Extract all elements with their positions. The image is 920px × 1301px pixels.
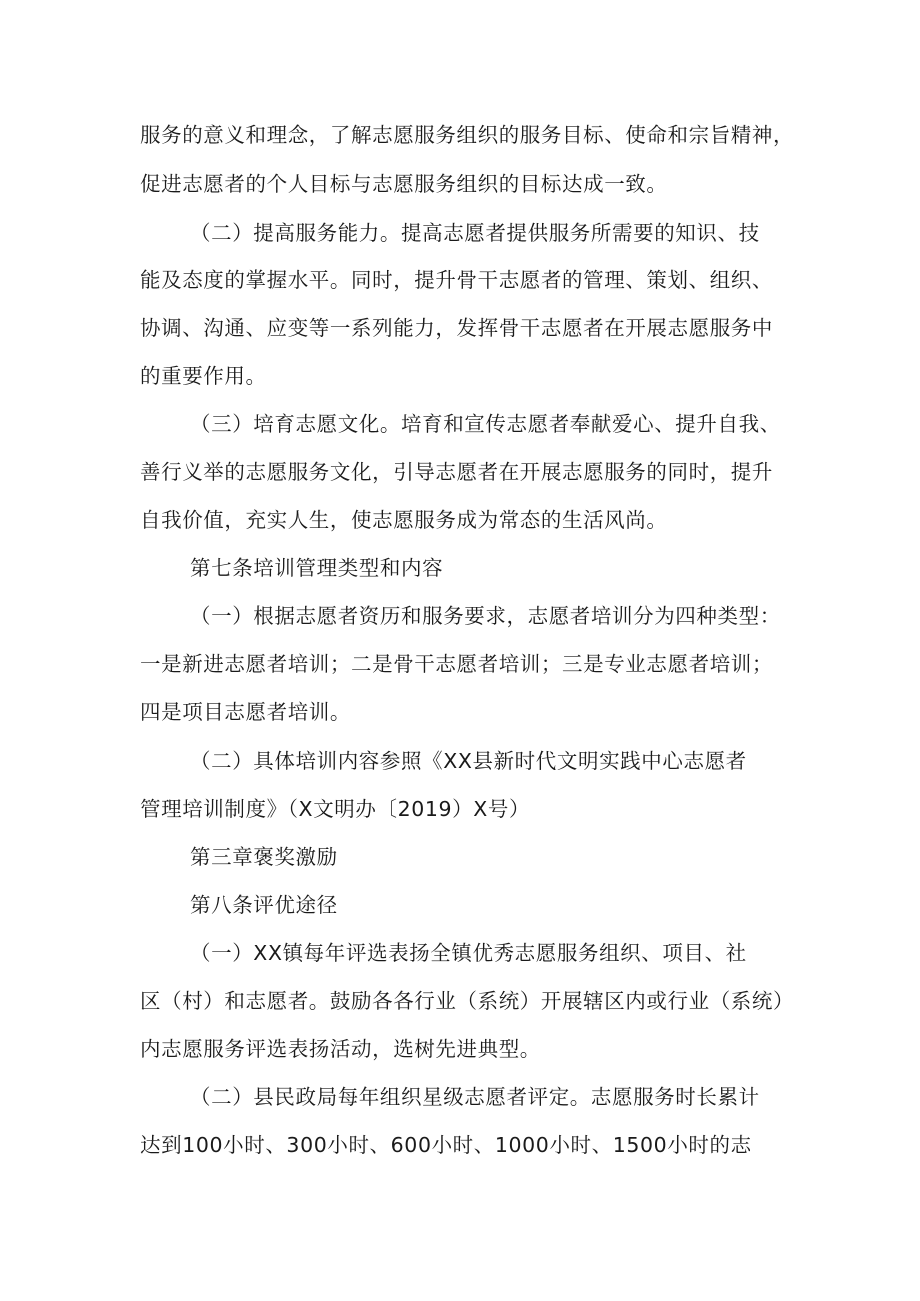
- text-line: 达到100小时、300小时、600小时、1000小时、1500小时的志: [140, 1133, 752, 1157]
- text-line: 自我价值，充实人生，使志愿服务成为常态的生活风尚。: [140, 508, 668, 532]
- paragraph-heading-3: （三）培育志愿文化。培育和宣传志愿者奉献爱心、提升自我、: [190, 412, 781, 436]
- text-line: （一）XX镇每年评选表扬全镇优秀志愿服务组织、项目、社: [190, 941, 747, 965]
- text-line: （一）根据志愿者资历和服务要求，志愿者培训分为四种类型：: [190, 604, 781, 628]
- text-line: 一是新进志愿者培训；二是骨干志愿者培训；三是专业志愿者培训；: [140, 652, 773, 676]
- text-line: 区（村）和志愿者。鼓励各各行业（系统）开展辖区内或行业（系统）: [140, 989, 795, 1013]
- text-line: 内志愿服务评选表扬活动，选树先进典型。: [140, 1037, 541, 1061]
- text-line: 能及态度的掌握水平。同时，提升骨干志愿者的管理、策划、组织、: [140, 268, 773, 292]
- text-line: 服务的意义和理念，了解志愿服务组织的服务目标、使命和宗旨精神，: [140, 123, 795, 147]
- text-line: 的重要作用。: [140, 364, 267, 388]
- text-line: 善行义举的志愿服务文化，引导志愿者在开展志愿服务的同时，提升: [140, 460, 773, 484]
- chapter-3-heading: 第三章褒奖激励: [190, 845, 338, 869]
- article-7-heading: 第七条培训管理类型和内容: [190, 556, 444, 580]
- text-line: 管理培训制度》（X文明办〔2019）X号）: [140, 797, 531, 821]
- text-line: （二）县民政局每年组织星级志愿者评定。志愿服务时长累计: [190, 1085, 760, 1109]
- text-line: 四是项目志愿者培训。: [140, 700, 351, 724]
- text-line: （二）具体培训内容参照《XX县新时代文明实践中心志愿者: [190, 749, 747, 773]
- article-8-heading: 第八条评优途径: [190, 893, 338, 917]
- text-line: 促进志愿者的个人目标与志愿服务组织的目标达成一致。: [140, 172, 668, 196]
- text-line: 协调、沟通、应变等一系列能力，发挥骨干志愿者在开展志愿服务中: [140, 316, 773, 340]
- paragraph-heading-2: （二）提高服务能力。提高志愿者提供服务所需要的知识、技: [190, 221, 760, 245]
